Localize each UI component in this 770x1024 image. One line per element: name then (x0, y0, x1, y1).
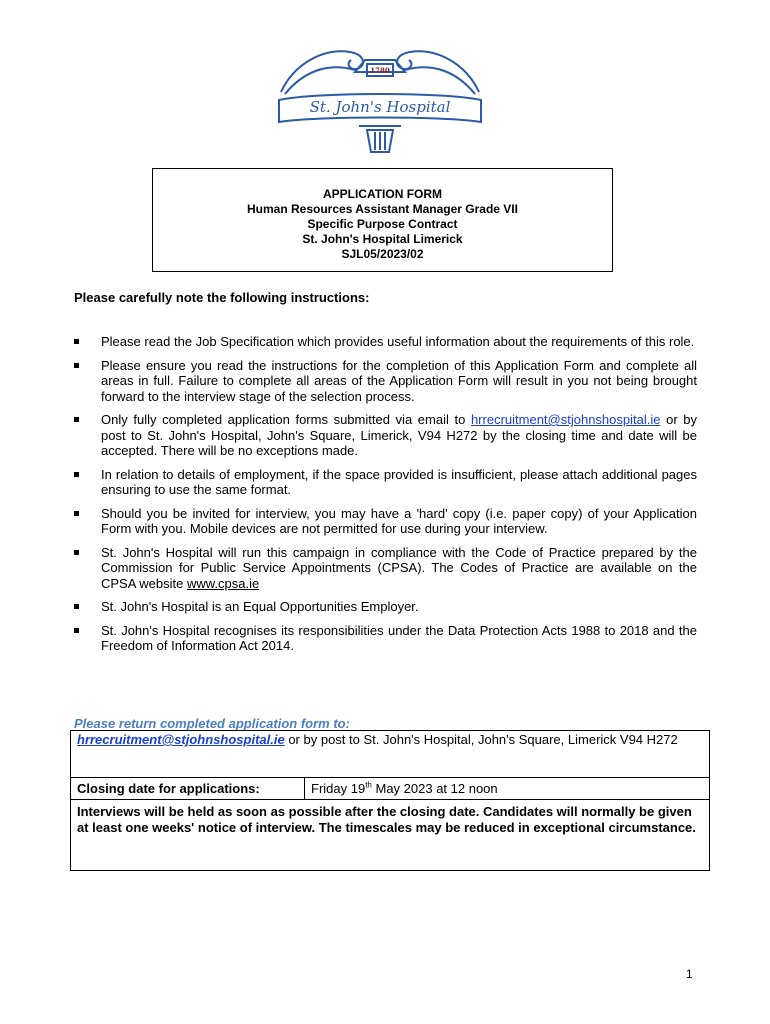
list-item: Please read the Job Specification which provides useful information about the requirements of this role. (74, 334, 697, 350)
bullet-icon (74, 472, 79, 477)
form-title: APPLICATION FORM (322, 187, 443, 201)
job-title: Human Resources Assistant Manager Grade VII (247, 202, 518, 216)
return-heading: Please return completed application form to: (74, 716, 350, 731)
list-item: Should you be invited for interview, you may have a 'hard' copy (i.e. paper copy) of your Application Form with you. Mobile devices are not permitted for use during your interview. (74, 506, 697, 537)
page-number: 1 (686, 967, 693, 981)
reference-code: SJL05/2023/02 (341, 247, 424, 261)
list-item: Only fully completed application forms submitted via email to hrrecruitment@stjohnshospital.ie or by post to St. John's Hospital, John's Square, Limerick, V94 H272 by the closing time and date will be accepted. There will be no exceptions made. (74, 412, 697, 459)
bullet-icon (74, 604, 79, 609)
list-item: St. John's Hospital will run this campaign in compliance with the Code of Practice prepared by the Commission for Public Service Appointments (CPSA). The Codes of Practice are available on the CPSA website www.cpsa.ie (74, 545, 697, 592)
closing-date-label: Closing date for applications: (71, 778, 305, 799)
bullet-icon (74, 628, 79, 633)
list-item: St. John's Hospital is an Equal Opportunities Employer. (74, 599, 697, 615)
instructions-heading: Please carefully note the following instructions: (74, 290, 370, 305)
bullet-icon (74, 550, 79, 555)
bullet-icon (74, 339, 79, 344)
bullet-icon (74, 511, 79, 516)
title-box (152, 168, 613, 272)
return-address: or by post to St. John's Hospital, John's Square, Limerick V94 H272 (284, 732, 678, 747)
email-link[interactable]: hrrecruitment@stjohnshospital.ie (470, 412, 661, 427)
table-row (71, 800, 709, 870)
cpsa-link[interactable]: www.cpsa.ie (187, 575, 260, 591)
logo-year: 1780 (370, 66, 390, 75)
table-row (71, 778, 709, 800)
logo-text: St. John's Hospital (309, 98, 451, 116)
hospital-logo (275, 42, 485, 154)
location: St. John's Hospital Limerick (302, 232, 463, 246)
closing-date-value: Friday 19th May 2023 at 12 noon (311, 780, 498, 796)
bullet-icon (74, 363, 79, 368)
return-table (70, 730, 710, 871)
bullet-icon (74, 417, 79, 422)
list-item: In relation to details of employment, if the space provided is insufficient, please attach additional pages ensuring to use the same format. (74, 467, 697, 498)
list-item: St. John's Hospital recognises its responsibilities under the Data Protection Acts 1988 to 2018 and the Freedom of Information Act 2014. (74, 623, 697, 654)
table-row (71, 731, 709, 778)
instructions-list (74, 334, 697, 662)
interviews-note: Interviews will be held as soon as possible after the closing date. Candidates will normally be given at least one weeks' notice of interview. The timescales may be reduced in exceptional circumstance. (77, 804, 696, 835)
contract-type: Specific Purpose Contract (307, 217, 458, 231)
list-item: Please ensure you read the instructions for the completion of this Application Form and complete all areas in full. Failure to complete all areas of the Application Form will result in you not being brought forward to the interview stage of the selection process. (74, 358, 697, 405)
return-email-link[interactable]: hrrecruitment@stjohnshospital.ie (77, 732, 285, 747)
